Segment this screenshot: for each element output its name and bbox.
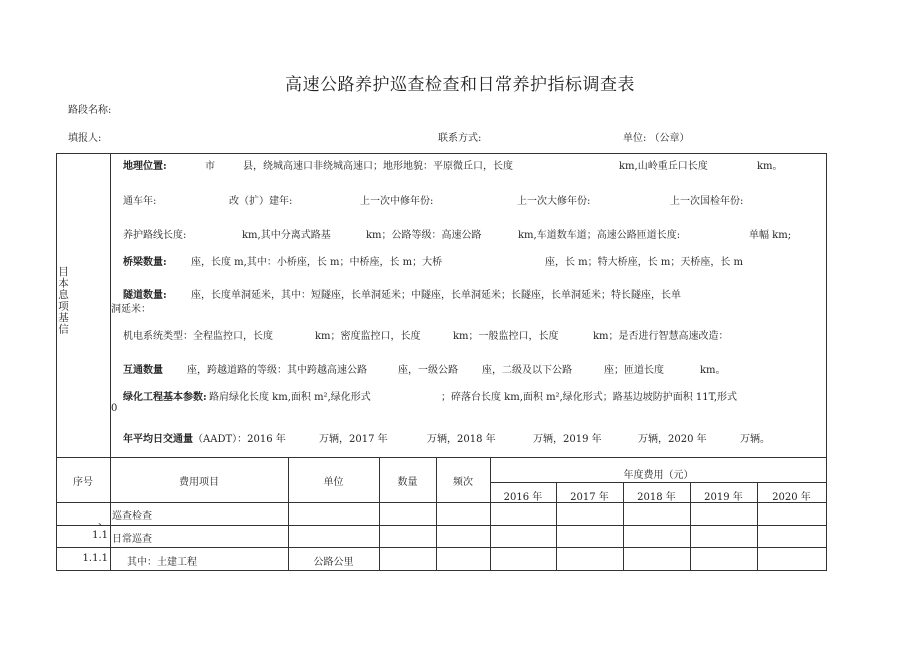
open-year-label: 通车年: xyxy=(123,196,157,207)
bridge-details-b: 座，长 m；特大桥座，长 m；天桥座，长 m xyxy=(545,257,743,268)
tunnel-details-b: 洞延米： xyxy=(111,304,151,315)
header-year: 2020 年 xyxy=(772,492,811,503)
aadt-b: 万辆，2017 年 xyxy=(319,434,388,445)
route-separate: km,其中分离式路基 xyxy=(242,230,331,241)
geo-km2: km。 xyxy=(757,161,783,172)
aadt-f: 万辆。 xyxy=(740,434,770,445)
row-item: 日常巡查 xyxy=(112,534,152,545)
aadt-prefix xyxy=(123,430,286,445)
aadt-a: （AADT）：2016 年 xyxy=(193,434,286,445)
mech-b: km；密度监控口，长度 xyxy=(315,331,421,342)
filler-label: 填报人: xyxy=(68,133,102,144)
row-item: 其中：土建工程 xyxy=(127,557,197,568)
last-major-repair-label: 上一次大修年份: xyxy=(517,196,591,207)
aadt-d: 万辆，2019 年 xyxy=(533,434,602,445)
interchange-a: 座，跨越道路的等级：其中跨越高速公路 xyxy=(187,365,367,376)
header-qty: 数量 xyxy=(397,477,418,488)
row-no: 、 xyxy=(98,517,108,528)
aadt-label: 年平均日交通量 xyxy=(123,434,193,445)
header-item: 费用项目 xyxy=(179,477,219,488)
tunnel-label: 隧道数量: xyxy=(123,290,167,301)
row-unit: 公路公里 xyxy=(313,557,354,568)
route-grade: km；公路等级：高速公路 xyxy=(366,230,482,241)
mech-d: km；是否进行智慧高速改造： xyxy=(593,331,729,342)
header-unit: 单位 xyxy=(323,477,344,488)
row-no: 1.1 xyxy=(92,530,108,541)
interchange-b: 座，一级公路 xyxy=(398,365,458,376)
header-no: 序号 xyxy=(73,477,93,488)
last-mid-repair-label: 上一次中修年份: xyxy=(360,196,434,207)
route-single: 单幅 km; xyxy=(749,230,792,241)
contact-label: 联系方式: xyxy=(438,133,482,144)
header-freq: 频次 xyxy=(453,477,473,488)
aadt-c: 万辆，2018 年 xyxy=(427,434,496,445)
geo-label: 地理位置: xyxy=(123,161,167,172)
header-year: 2017 年 xyxy=(570,492,609,503)
green-a: 路肩绿化长度 km,面积 m²,绿化形式 xyxy=(209,392,371,403)
tunnel-details-a: 座，长度单洞延米，其中：短隧座，长单洞延米；中隧座，长单洞延米；长隧座，长单洞延米；特长隧座，长单 xyxy=(191,290,681,301)
header-year: 2019 年 xyxy=(704,492,743,503)
route-lanes: km,车道数车道；高速公路匝道长度: xyxy=(518,230,681,241)
geo-km1: km,山岭重丘口长度 xyxy=(619,161,708,172)
geo-city: 市 xyxy=(205,161,215,172)
geo-county: 县，绕城高速口非绕城高速口；地形地貌：平原微丘口，长度 xyxy=(243,161,513,172)
interchange-e: km。 xyxy=(700,365,726,376)
aadt-e: 万辆，2020 年 xyxy=(638,434,707,445)
mech-c: km；一般监控口，长度 xyxy=(453,331,559,342)
mech-a: 机电系统类型：全程监控口，长度 xyxy=(123,331,273,342)
page-title: 高速公路养护巡查检查和日常养护指标调查表 xyxy=(285,75,635,95)
row-no: 1.1.1 xyxy=(82,553,108,564)
green-c: 0 xyxy=(111,403,118,414)
header-year: 2018 年 xyxy=(637,492,676,503)
green-b: ；碎落台长度 km,面积 m²,绿化形式；路基边坡防护面积 11T,形式 xyxy=(441,392,738,403)
last-inspection-label: 上一次国检年份: xyxy=(670,196,744,207)
rebuild-year-label: 改（扩）建年: xyxy=(229,196,293,207)
route-length-label: 养护路线长度: xyxy=(123,230,187,241)
info-side-label: 目本息项基信 xyxy=(57,266,69,335)
row-item: 巡查检查 xyxy=(112,511,152,522)
interchange-label: 互通数量 xyxy=(123,365,163,376)
interchange-d: 座；匝道长度 xyxy=(604,365,664,376)
green-label: 绿化工程基本参数: xyxy=(123,392,207,403)
bridge-label: 桥梁数量: xyxy=(123,257,167,268)
bridge-details-a: 座，长度 m,其中：小桥座，长 m；中桥座，长 m；大桥 xyxy=(191,257,443,268)
road-name-label: 路段名称: xyxy=(68,105,112,116)
interchange-c: 座，二级及以下公路 xyxy=(482,365,572,376)
header-year: 2016 年 xyxy=(503,492,543,503)
unit-seal-label: 单位: （公章） xyxy=(623,133,690,144)
header-annual: 年度费用（元） xyxy=(623,470,694,481)
